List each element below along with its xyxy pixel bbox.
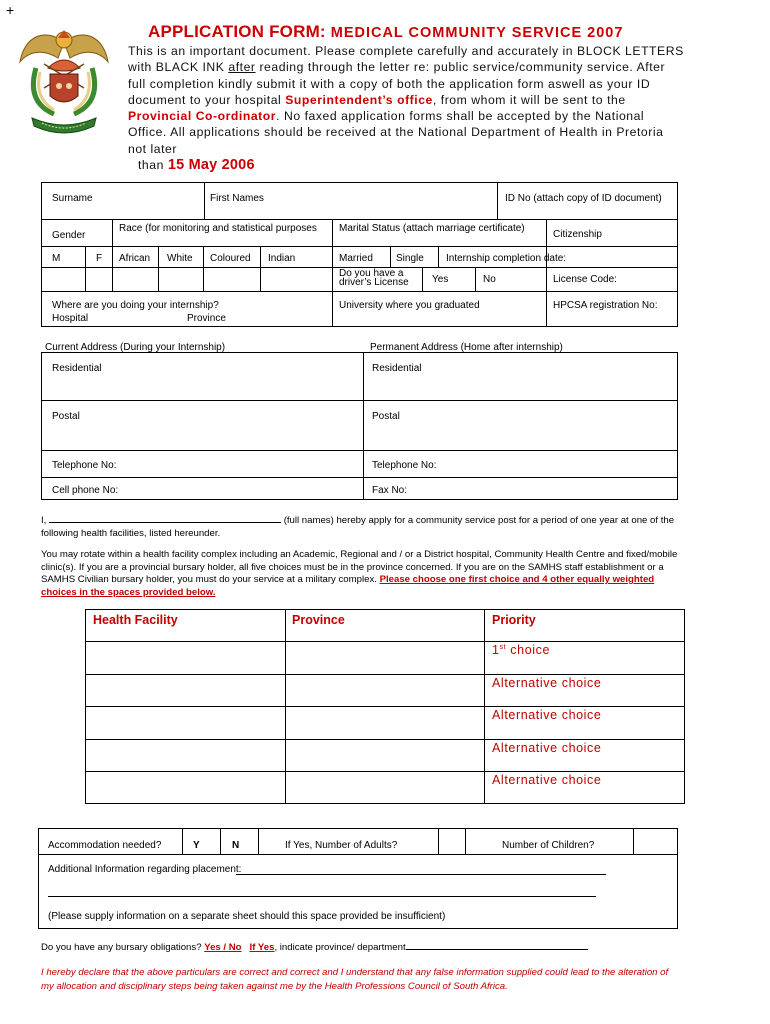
address-box: [41, 352, 678, 500]
current-residential-label: Residential: [52, 363, 102, 374]
apply-line1-end: (full names) hereby apply for a community service post for a period of one year at one of the: [283, 515, 675, 526]
gender-label: Gender: [52, 230, 86, 241]
rotate-paragraph: [41, 549, 681, 599]
university-label: University where you graduated: [339, 300, 480, 311]
race-african[interactable]: African: [119, 253, 151, 264]
intro-part4: . No faxed application forms shall be accepted by the National Office. All applications should be received at the National Department of Health in Pretoria not later: [128, 109, 664, 156]
rotate-period: .: [374, 574, 380, 585]
first-choice-text: choice: [506, 643, 551, 657]
deadline-date: 15 May 2006: [167, 157, 255, 174]
intro-part2: reading through the letter re: public service/community service. After full completion kindly submit it with a copy of both the application form aswell as your ID document to your hospital: [128, 60, 666, 107]
permanent-postal-label: Postal: [372, 411, 400, 422]
marital-label: Marital Status (attach marriage certificate): [339, 223, 525, 234]
intro-after: after: [228, 60, 256, 75]
intro-coordinator: Provincial Co-ordinator: [128, 109, 277, 124]
additional-info-note: (Please supply information on a separate sheet should this space provided be insufficient): [48, 911, 446, 922]
bursary-line[interactable]: [406, 940, 588, 950]
bursary-question: [41, 940, 681, 955]
header-province: Province: [292, 613, 345, 627]
intro-superintendent: Superintendent’s office: [285, 92, 433, 107]
cell-phone-label: Cell phone No:: [52, 485, 119, 496]
drivers-license-line1: Do you have a: [339, 268, 404, 279]
accommodation-yes[interactable]: Y: [193, 840, 200, 851]
additional-info-label: Additional Information regarding placement:: [48, 864, 242, 875]
hpcsa-label: HPCSA registration No:: [553, 300, 658, 311]
accommodation-box: [38, 828, 678, 929]
license-code-label: License Code:: [553, 274, 617, 285]
citizenship-label: Citizenship: [553, 229, 602, 240]
health-facility-table: [85, 609, 685, 804]
bursary-if-yes: If Yes: [249, 942, 275, 953]
intro-part3: , from whom it will be sent to the: [432, 92, 626, 107]
deadline-line: [138, 158, 255, 172]
title-main: APPLICATION FORM:: [148, 22, 326, 41]
internship-completion-label: Internship completion date:: [446, 253, 567, 264]
first-choice-sup: st: [499, 643, 507, 651]
personal-details-box: [41, 182, 678, 327]
first-names-label: First Names: [210, 193, 264, 204]
id-no-label: ID No (attach copy of ID document): [505, 193, 662, 204]
coat-of-arms-logo: [14, 22, 114, 140]
apply-line2: following health facilities, listed hereunder.: [41, 527, 221, 539]
bursary-question-text: Do you have any bursary obligations?: [41, 942, 202, 953]
rotate-text: You may rotate within a health facility complex including an Academic, Regional and / or a District hospital, Community Health Centre and fixed/mobile clinic(s). If you are a provincial bursary holder, all five choices must be in the province concerned. If you are on the SAMHS staff establishment or a SAMHS Civilian bursary holder, you must do your service at a military complex: [41, 549, 678, 585]
license-yes[interactable]: Yes: [432, 274, 449, 285]
marital-married[interactable]: Married: [339, 253, 373, 264]
license-no[interactable]: No: [483, 274, 496, 285]
form-title: [148, 22, 623, 42]
adults-label: If Yes, Number of Adults?: [285, 840, 398, 851]
hospital-label: Hospital: [52, 313, 89, 324]
bursary-indicate: , indicate province/ department: [274, 942, 406, 953]
marital-single[interactable]: Single: [396, 253, 424, 264]
header-health-facility: Health Facility: [93, 613, 178, 627]
current-address-title: Current Address (During your Internship): [45, 342, 226, 353]
race-coloured[interactable]: Coloured: [210, 253, 251, 264]
race-white[interactable]: White: [167, 253, 193, 264]
page-marker: +: [6, 2, 15, 18]
header-priority: Priority: [492, 613, 536, 627]
priority-alt-choice-3: Alternative choice: [492, 741, 602, 755]
permanent-address-title: Permanent Address (Home after internship): [370, 342, 563, 353]
priority-alt-choice-2: Alternative choice: [492, 708, 602, 722]
intro-part1: This is an important document. Please complete carefully and accurately in BLOCK LETTERS with BLACK INK: [128, 44, 684, 75]
fax-label: Fax No:: [372, 485, 408, 496]
race-indian[interactable]: Indian: [268, 253, 296, 264]
drivers-license-line2: driver’s License: [339, 277, 409, 288]
current-postal-label: Postal: [52, 411, 80, 422]
drivers-license-label: [339, 269, 409, 287]
priority-first-choice: [492, 643, 550, 657]
current-telephone-label: Telephone No:: [52, 460, 117, 471]
apply-i: I,: [41, 515, 47, 526]
priority-alt-choice-1: Alternative choice: [492, 676, 602, 690]
internship-where-label: Where are you doing your internship?: [52, 300, 219, 311]
permanent-telephone-label: Telephone No:: [372, 460, 437, 471]
province-label: Province: [187, 313, 226, 324]
accommodation-needed-label: Accommodation needed?: [48, 840, 162, 851]
accommodation-no[interactable]: N: [232, 840, 240, 851]
gender-f[interactable]: F: [96, 253, 103, 264]
intro-text: [128, 43, 684, 173]
additional-info-line-2[interactable]: [48, 896, 596, 897]
surname-label: Surname: [52, 193, 93, 204]
additional-info-line[interactable]: [236, 874, 606, 875]
declaration-text: I hereby declare that the above particulars are correct and correct and I understand that any false information supplied could lead to the alteration of my allocation and disciplinary steps being taken against me by the Health Professions Council of South Africa.: [41, 967, 669, 992]
gender-m[interactable]: M: [52, 253, 61, 264]
bursary-yes-no[interactable]: Yes / No: [204, 942, 242, 953]
deadline-than: than: [138, 158, 164, 173]
permanent-residential-label: Residential: [372, 363, 422, 374]
rotate-bold: Please choose one first choice and 4 other equally weighted choices in the spaces provided below.: [41, 574, 655, 598]
children-label: Number of Children?: [502, 840, 595, 851]
first-choice-num: 1: [492, 643, 500, 657]
full-name-line[interactable]: [49, 513, 281, 523]
title-sub: MEDICAL COMMUNITY SERVICE 2007: [330, 25, 624, 41]
race-label: Race (for monitoring and statistical purposes: [119, 223, 317, 234]
apply-statement: [41, 513, 681, 540]
priority-alt-choice-4: Alternative choice: [492, 773, 602, 787]
